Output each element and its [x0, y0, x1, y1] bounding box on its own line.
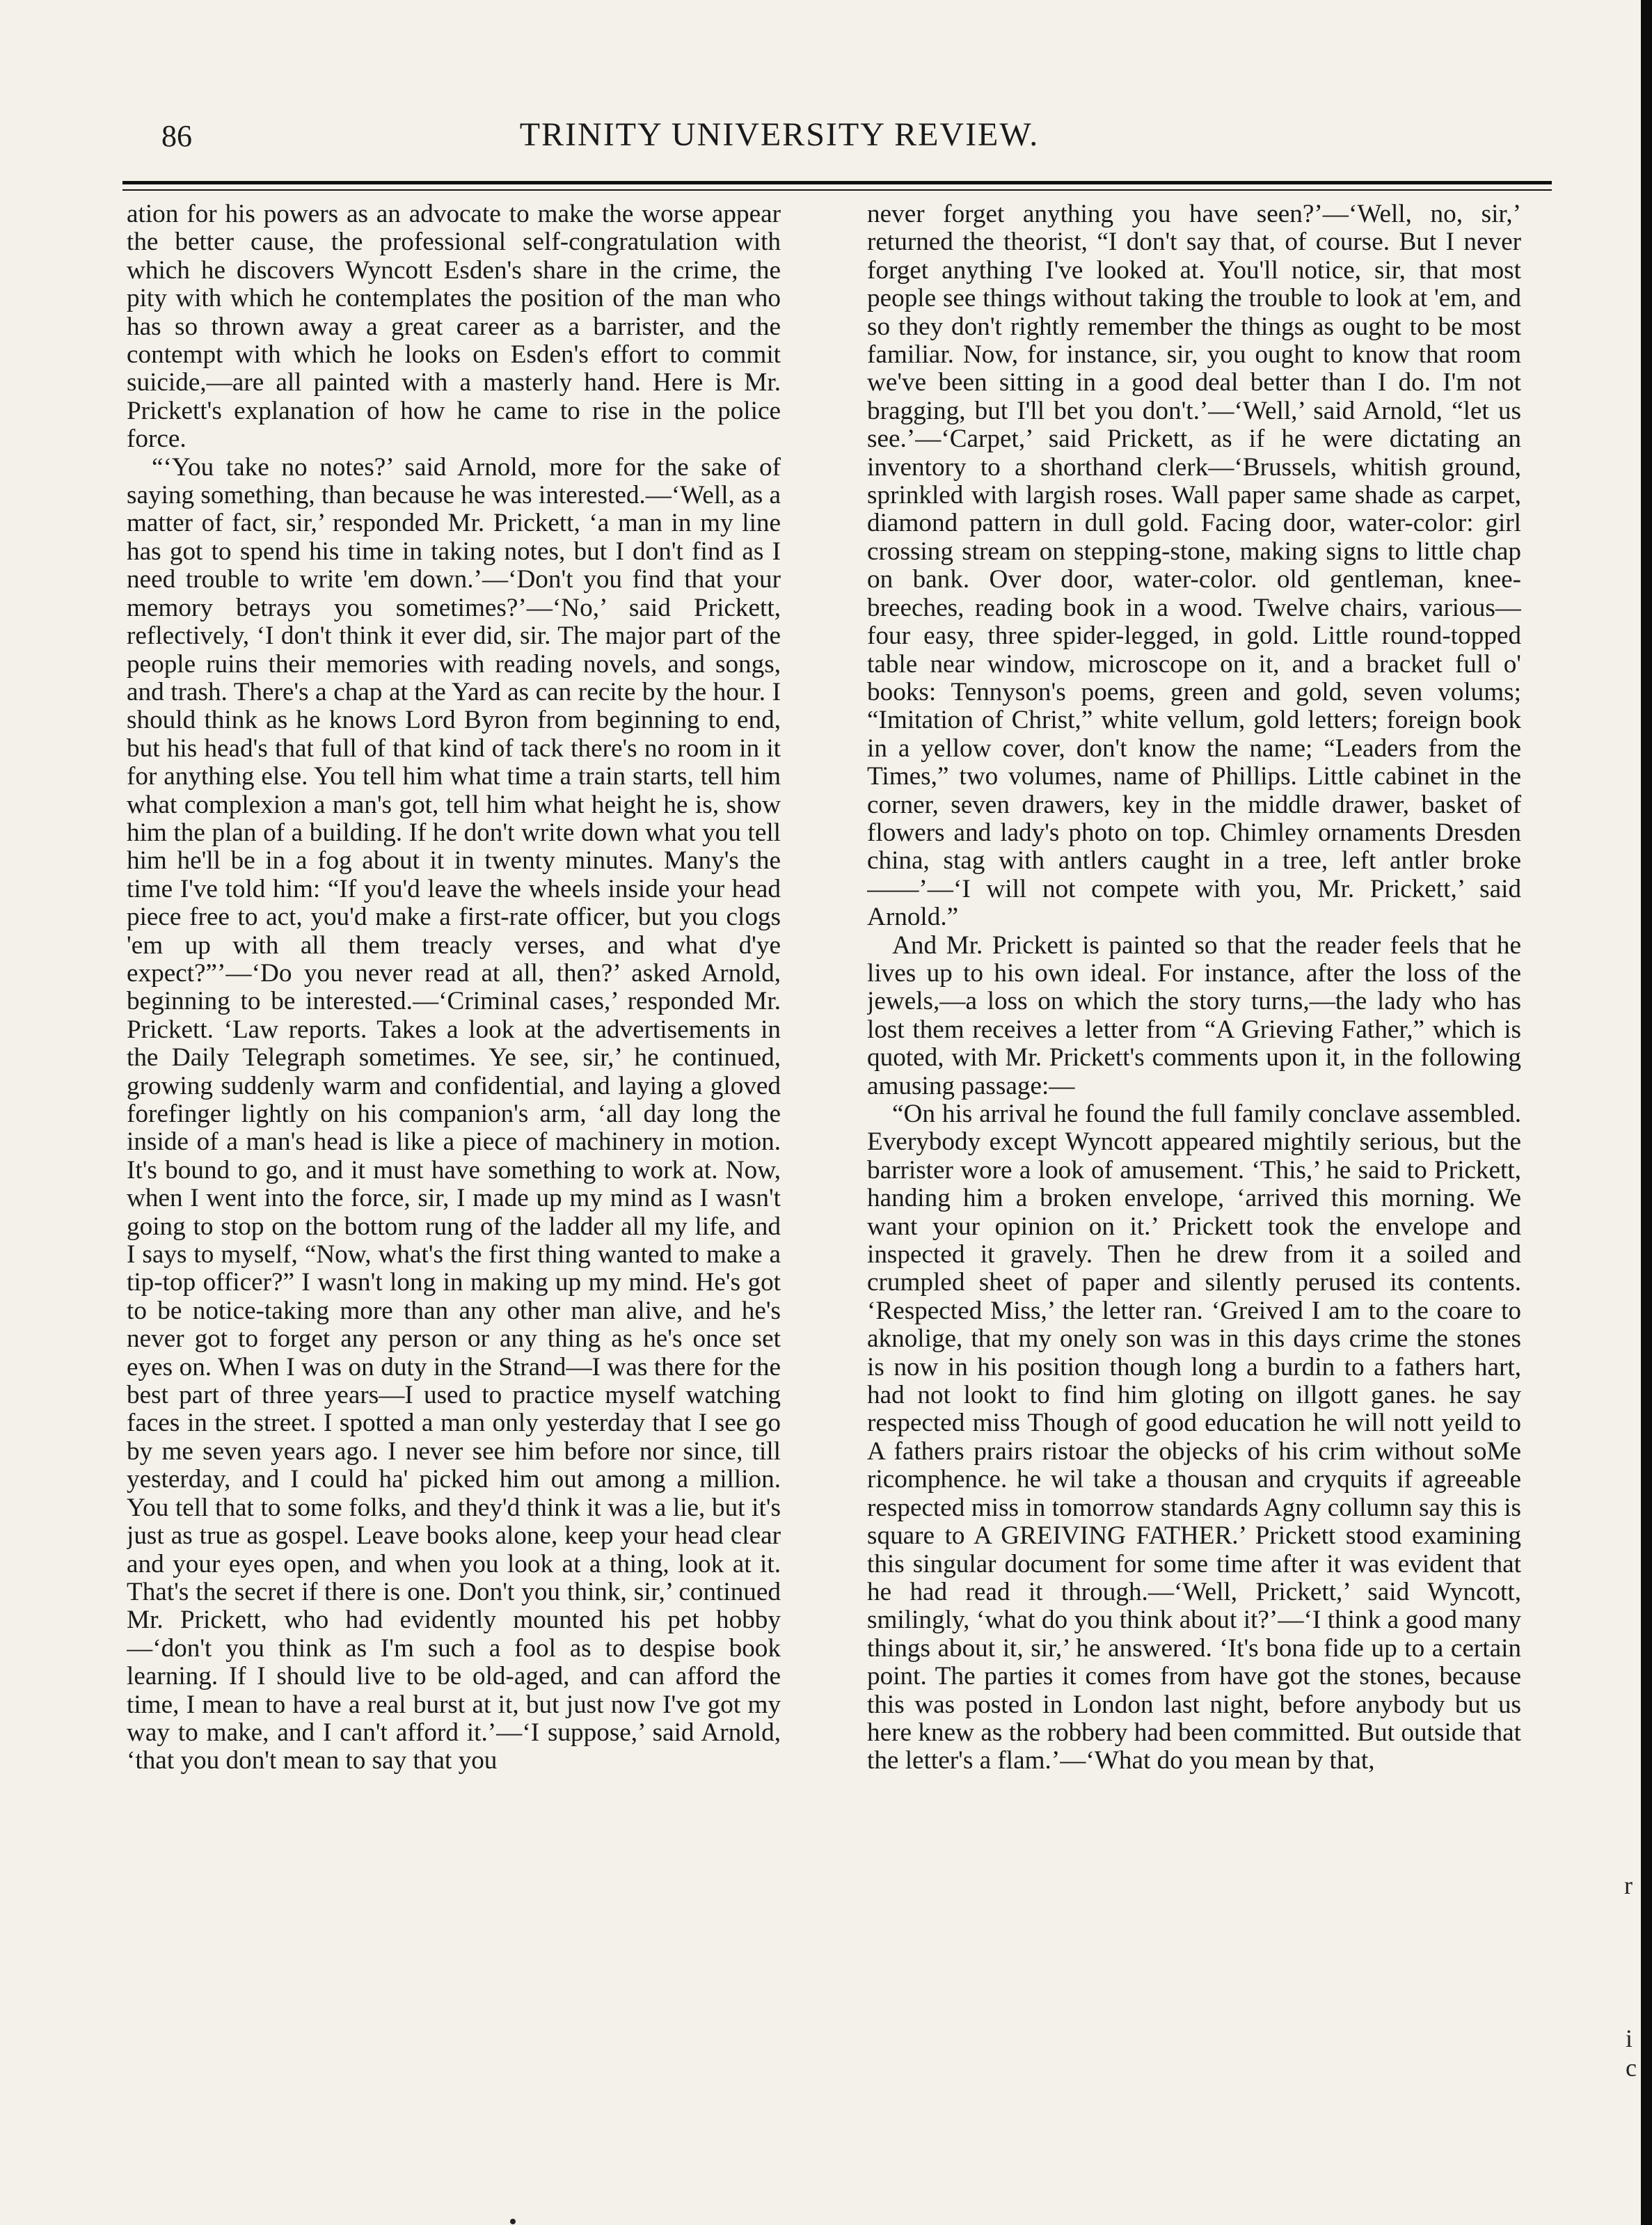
- edge-mark: r: [1624, 1871, 1633, 1899]
- header-rule-thick: [122, 181, 1552, 184]
- paragraph: And Mr. Prickett is painted so that the reader feels that he lives up to his own ideal. For instance, after the loss of the jewels,—a loss on which the story turns,—the lady who has lost them receives a letter from “A Grieving Father,” which is quoted, with Mr. Prickett's comments upon it, in the following amusing passage:—: [867, 931, 1521, 1100]
- running-head: TRINITY UNIVERSITY REVIEW.: [519, 116, 1040, 153]
- edge-mark: c: [1626, 2054, 1637, 2082]
- paragraph: “On his arrival he found the full family conclave assembled. Everybody except Wyncott appeared mightily serious, but the barrister wore a look of amusement. ‘This,’ he said to Prickett, handing him a broken envelope, ‘arrived this morning. We want your opinion on it.’ Prickett took the envelope and inspected it gravely. Then he drew from it a soiled and crumpled sheet of paper and silently perused its contents. ‘Respected Miss,’ the letter ran. ‘Greived I am to the coare to aknolige, that my onely son was in this days crime the stones is now in his position though long a burdin to a fathers hart, had not lookt to find him gloting on illgott ganes. he say respected miss Though of good education he will nott yeild to A fathers prairs ristoar the objecks of his crim without soMe ricomphence. he wil take a thousan and cryquits if agreeable respected miss in tomorrow standards Agny collumn say this is square to A GREIVING FATHER.’ Prickett stood examining this singular document for some time after it was evident that he had read it through.—‘Well, Prickett,’ said Wyncott, smilingly, ‘what do you think about it?’—‘I think a good many things about it, sir,’ he answered. ‘It's bona fide up to a certain point. The parties it comes from have got the stones, because this was posted in London last night, before anybody but us here knew as the robbery had been committed. But outside that the letter's a flam.’—‘What do you mean by that,: [867, 1100, 1521, 1775]
- edge-mark: i: [1626, 2025, 1633, 2052]
- paragraph: never forget anything you have seen?’—‘Well, no, sir,’ returned the theorist, “I don't say that, of course. But I never forget anything I've looked at. You'll notice, sir, that most people see things without taking the trouble to look at 'em, and so they don't rightly remember the things as ought to be most familiar. Now, for instance, sir, you ought to know that room we've been sitting in a good deal better than I do. I'm not bragging, but I'll bet you don't.’—‘Well,’ said Arnold, “let us see.’—‘Carpet,’ said Prickett, as if he were dictating an inventory to a shorthand clerk—‘Brussels, whitish ground, sprinkled with largish roses. Wall paper same shade as carpet, diamond pattern in dull gold. Facing door, water-color: girl crossing stream on stepping-stone, making signs to little chap on bank. Over door, water-color. old gentleman, knee-breeches, reading book in a wood. Twelve chairs, various—four easy, three spider-legged, in gold. Little round-topped table near window, microscope on it, and a bracket full o' books: Tennyson's poems, green and gold, seven volums; “Imitation of Christ,” white vellum, gold letters; foreign book in a yellow cover, don't know the name; “Leaders from the Times,” two volumes, name of Phillips. Little cabinet in the corner, seven drawers, key in the middle drawer, basket of flowers and lady's photo on top. Chimley ornaments Dresden china, stag with antlers caught in a tree, left antler broke——’—‘I will not compete with you, Mr. Prickett,’ said Arnold.”: [867, 200, 1521, 932]
- print-speck: [510, 2219, 516, 2224]
- left-column: [127, 200, 781, 2198]
- paragraph: “‘You take no notes?’ said Arnold, more for the sake of saying something, than because he was interested.—‘Well, as a matter of fact, sir,’ responded Mr. Prickett, ‘a man in my line has got to spend his time in taking notes, but I don't find as I need trouble to write 'em down.’—‘Don't you find that your memory betrays you sometimes?’—‘No,’ said Prickett, reflectively, ‘I don't think it ever did, sir. The major part of the people ruins their memories with reading novels, and songs, and trash. There's a chap at the Yard as can recite by the hour. I should think as he knows Lord Byron from beginning to end, but his head's that full of that kind of tack there's no room in it for anything else. You tell him what time a train starts, tell him what complexion a man's got, tell him what height he is, show him the plan of a building. If he don't write down what you tell him he'll be in a fog about it in twenty minutes. Many's the time I've told him: “If you'd leave the wheels inside your head piece free to act, you'd make a first-rate officer, but you clogs 'em up with all them treacly verses, and what d'ye expect?”’—‘Do you never read at all, then?’ asked Arnold, beginning to be interested.—‘Criminal cases,’ responded Mr. Prickett. ‘Law reports. Takes a look at the advertisements in the Daily Telegraph sometimes. Ye see, sir,’ he continued, growing suddenly warm and confidential, and laying a gloved forefinger lightly on his companion's arm, ‘all day long the inside of a man's head is like a piece of machinery in motion. It's bound to go, and it must have something to work at. Now, when I went into the force, sir, I made up my mind as I wasn't going to stop on the bottom rung of the ladder all my life, and I says to myself, “Now, what's the first thing wanted to make a tip-top officer?” I wasn't long in making up my mind. He's got to be notice-taking more than any other man alive, and he's never got to forget any person or any thing as he's once set eyes on. When I was on duty in the Strand—I was there for the best part of three years—I used to practice myself watching faces in the street. I spotted a man only yesterday that I see go by me seven years ago. I never see him before nor since, till yesterday, and I could ha' picked him out among a million. You tell that to some folks, and they'd think it was a lie, but it's just as true as gospel. Leave books alone, keep your head clear and your eyes open, and when you look at a thing, look at it. That's the secret if there is one. Don't you think, sir,’ continued Mr. Prickett, who had evidently mounted his pet hobby—‘don't you think as I'm such a fool as to despise book learning. If I should live to be old-aged, and can afford the time, I mean to have a real burst at it, but just now I've got my way to make, and I can't afford it.’—‘I suppose,’ said Arnold, ‘that you don't mean to say that you: [127, 452, 781, 1775]
- paragraph: ation for his powers as an advocate to make the worse appear the better cause, the professional self-congratulation with which he discovers Wyncott Esden's share in the crime, the pity with which he contemplates the position of the man who has so thrown away a great career as a barrister, and the contempt with which he looks on Esden's effort to commit suicide,—are all painted with a masterly hand. Here is Mr. Prickett's explanation of how he came to rise in the police force.: [127, 200, 781, 454]
- page-number: 86: [161, 119, 192, 153]
- binding-edge: [1641, 0, 1652, 2225]
- right-column: [867, 200, 1521, 2198]
- header-rule-thin: [122, 189, 1552, 191]
